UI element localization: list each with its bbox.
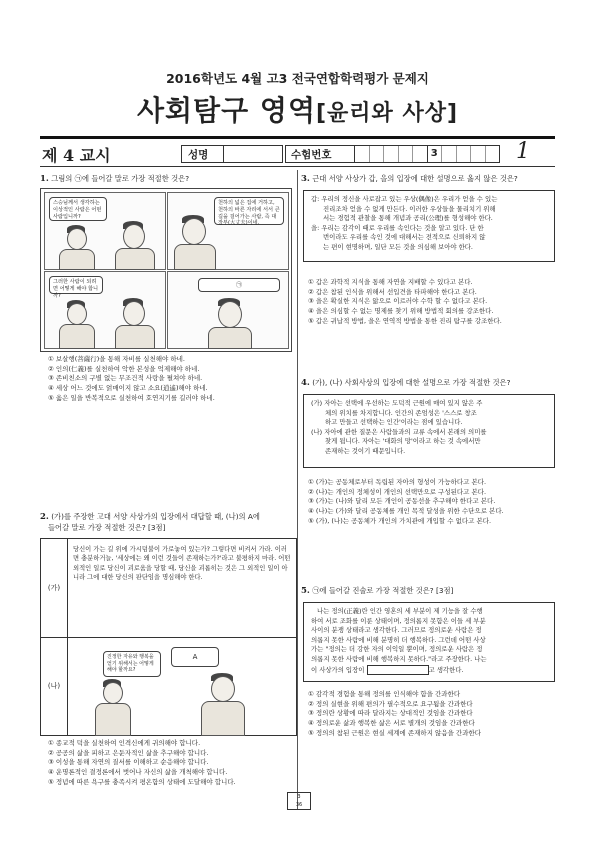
number-cell xyxy=(383,146,398,162)
q1-options xyxy=(48,355,296,404)
number-cell xyxy=(354,146,369,162)
header-sub-rule xyxy=(40,166,555,167)
header-rule xyxy=(40,136,555,139)
comic-panel-4 xyxy=(167,271,289,349)
number-cell xyxy=(369,146,384,162)
q5-prompt-text: ㉠에 들어갈 진술로 가장 적절한 것은? [3점] xyxy=(312,586,454,595)
q2-number: 2. xyxy=(40,512,49,522)
q5-option-3[interactable]: ③ 정의란 상황에 따라 달라지는 상대적인 것임을 간과한다 xyxy=(308,709,473,718)
q4-options xyxy=(308,478,556,527)
number-cell xyxy=(412,146,427,162)
q5-option-4[interactable]: ④ 정의로운 삶과 행복한 삶은 서로 별개의 것임을 간과한다 xyxy=(308,719,475,728)
q3-number: 3. xyxy=(301,174,310,184)
q2-label-na: (나) xyxy=(41,638,68,735)
exam-title: 2016학년도 4월 고3 전국연합학력평가 문제지 xyxy=(166,71,429,86)
q3-prompt-text: 근대 서양 사상가 갑, 을의 입장에 대한 설명으로 옳지 않은 것은? xyxy=(312,174,518,183)
q1-prompt xyxy=(40,174,295,185)
q5-box-line: 사이의 분쟁 상태라고 생각한다. 그러므로 정의로운 사람은 정 xyxy=(311,626,482,635)
q2-option-5[interactable]: ⑤ 정념에 따른 욕구를 충족시켜 평온함의 상태에 도달해야 합니다. xyxy=(48,777,236,786)
q2-options xyxy=(48,739,296,788)
footer-bottom: 36 xyxy=(295,802,303,808)
q2-label-ga: (가) xyxy=(41,539,68,637)
q1-option-4[interactable]: ④ 세상 어느 것에도 얽매이지 않고 소요(逍遙)해야 하네. xyxy=(48,384,208,393)
q3-box-line: 진리조차 얻을 수 없게 만든다. 이러한 우상들을 물리치기 위해 xyxy=(323,204,496,213)
q3-box-line: 을: 우리는 감각이 때로 우리를 속인다는 것을 알고 있다. 단 한 xyxy=(311,223,484,232)
q4-prompt xyxy=(301,378,556,389)
q3-box-line: 서는 경험적 관찰을 통해 개념과 공리(公理)를 형성해야 한다. xyxy=(323,214,493,223)
q5-box-line: 하여 서로 조화를 이룬 상태이며, 정의롭지 못함은 이들 세 부분 xyxy=(311,616,486,625)
subject-paren: [윤리와 사상] xyxy=(316,101,459,126)
q2-bubble-answer-a: A xyxy=(171,647,219,667)
subject-title xyxy=(0,89,595,129)
q5-option-1[interactable]: ① 감각적 경험을 통해 정의를 인식해야 함을 간과한다 xyxy=(308,690,461,698)
q5-option-2[interactable]: ② 정의 실현을 위해 편의가 필수적으로 요구됨을 간과한다 xyxy=(308,699,473,708)
q1-option-3[interactable]: ③ 존비친소의 구별 없는 무조건적 사랑을 펼쳐야 하네. xyxy=(48,374,203,383)
comic-bubble-question: 스승님께서 생각하는 이상적인 사람은 어떤 사람입니까? xyxy=(49,197,107,221)
number-cell xyxy=(398,146,413,162)
comic-panel-3 xyxy=(44,271,166,349)
q4-box-line: 찾게 됩니다. 자아는 '대화의 망'이라고 하는 것 속에서만 xyxy=(325,437,481,446)
q1-option-1[interactable]: ① 보살행(菩薩行)을 통해 자비를 실천해야 하네. xyxy=(48,355,185,363)
q3-option-4[interactable]: ④ 을은 의심할 수 없는 명제를 찾기 위해 방법적 회의를 강조한다. xyxy=(308,307,494,316)
q5-number: 5. xyxy=(301,586,310,596)
footer-top: 3 xyxy=(297,794,301,800)
q5-passage-box xyxy=(303,602,555,682)
q5-box-line: 의롭지 못한 사람에 비해 분명히 더 행복하다. 그런데 어떤 사상 xyxy=(311,635,486,644)
q3-option-5[interactable]: ⑤ 갑은 귀납적 방법, 을은 연역적 방법을 통한 진리 탐구를 강조한다. xyxy=(308,316,502,325)
q3-box-line: 갑: 우리의 정신을 사로잡고 있는 우상(偶像)은 우리가 얻을 수 있는 xyxy=(311,195,498,203)
q4-option-1[interactable]: ① (가)는 공동체로부터 독립된 자아의 형성이 가능하다고 본다. xyxy=(308,478,487,486)
column-separator xyxy=(297,170,298,810)
q3-options xyxy=(308,278,556,327)
page-footer xyxy=(287,792,311,810)
q4-box-line: 하고 만들고 선택하는 인간'이라는 점에 있습니다. xyxy=(325,418,463,427)
q1-option-2[interactable]: ② 인의(仁義)를 실천하여 악한 본성을 억제해야 하네. xyxy=(48,364,200,373)
q3-passage-box xyxy=(303,190,555,262)
q2-prompt-line-2: 들어갈 말로 가장 적절한 것은? [3점] xyxy=(48,522,166,532)
q2-prompt xyxy=(40,512,295,533)
exam-number-field[interactable] xyxy=(285,145,500,163)
q4-option-5[interactable]: ⑤ (가), (나)는 공동체가 개인의 가치관에 개입할 수 없다고 본다. xyxy=(308,516,492,525)
q4-box-line: (가) 자아는 선택에 우선하는 도덕적 근원에 매여 있지 않은 주 xyxy=(311,399,483,407)
q2-option-1[interactable]: ① 종교적 덕을 실천하여 인격신에게 귀의해야 합니다. xyxy=(48,739,201,747)
q3-box-line: 번이라도 우리를 속인 것에 대해서는 전적으로 신뢰하지 않 xyxy=(323,233,486,242)
q4-passage-box xyxy=(303,394,555,468)
q1-comic xyxy=(40,188,292,352)
q2-option-4[interactable]: ④ 운명론적인 결정론에서 벗어나 자신의 삶을 개척해야 합니다. xyxy=(48,768,228,777)
q2-passage-table xyxy=(40,538,297,736)
q2-prompt-line-1: (가)를 주장한 고대 서양 사상가의 입장에서 대답할 때, (나)의 A에 xyxy=(51,512,260,521)
q4-box-line: 존재하는 것이기 때문입니다. xyxy=(325,446,406,455)
q3-option-1[interactable]: ① 갑은 과학적 지식을 통해 자연을 지배할 수 있다고 본다. xyxy=(308,278,473,286)
q4-number: 4. xyxy=(301,378,310,388)
q3-option-2[interactable]: ② 갑은 참된 인식을 위해서 선입견을 타파해야 한다고 본다. xyxy=(308,287,477,296)
q1-option-5[interactable]: ⑤ 옳은 일을 반복적으로 실천하여 호연지기를 길러야 하네. xyxy=(48,393,215,402)
q4-option-2[interactable]: ② (나)는 개인의 정체성이 개인의 선택만으로 구성된다고 본다. xyxy=(308,487,487,496)
q5-option-5[interactable]: ⑤ 정의의 참된 근원은 현실 세계에 존재하지 않음을 간과한다 xyxy=(308,728,482,737)
comic-panel-2 xyxy=(167,192,289,270)
q3-option-3[interactable]: ③ 을은 확실한 지식은 앎으로 이르러야 수학 할 수 없다고 본다. xyxy=(308,297,488,306)
q5-blank-box xyxy=(367,665,429,675)
q5-box-line: 의롭지 못한 사람에 비해 행복하지 못하다."라고 주장한다. 나는 xyxy=(311,654,487,663)
number-cell xyxy=(441,146,456,162)
comic-bubble-blank: ㉠ xyxy=(198,278,280,292)
exam-number-label: 수험번호 xyxy=(291,149,332,161)
q2-option-3[interactable]: ③ 이성을 통해 자연의 질서를 이해하고 순응해야 합니다. xyxy=(48,758,209,767)
q4-box-line: (나) 자아에 관한 질문은 사람들과의 교류 속에서 본래의 의미를 xyxy=(311,427,487,436)
comic-panel-1 xyxy=(44,192,166,270)
q2-option-2[interactable]: ② 공공의 삶을 피하고 은둔자적인 삶을 추구해야 합니다. xyxy=(48,748,209,757)
comic-bubble-answer: 천하의 넓은 집에 거하고, 천하의 바른 자리에 서서 큰 길을 걸어가는 사람, 즉 대장부(大丈夫)이네. xyxy=(214,197,284,225)
q3-prompt xyxy=(301,174,556,185)
name-divider xyxy=(223,146,224,162)
q5-box-line: 나는 정의(正義)란 인간 영혼의 세 부분이 제 기능을 잘 수행 xyxy=(317,607,483,615)
q4-option-4[interactable]: ④ (나)는 (가)와 달리 공동체를 개인 목적 달성을 위한 수단으로 본다. xyxy=(308,507,504,516)
q2-bubble-question: 진정한 자유와 행복을 얻기 위해서는 어떻게 해야 할까요? xyxy=(103,651,161,677)
comic-bubble-followup: 그러한 사람이 되려면 어떻게 해야 합니까? xyxy=(49,276,103,294)
number-cell xyxy=(456,146,471,162)
page-number: 1 xyxy=(516,139,530,164)
number-cell xyxy=(485,146,500,162)
q5-box-line: 가는 "정의는 더 강한 자의 이익일 뿐이며, 정의로운 사람은 정 xyxy=(311,645,483,654)
q2-row-divider xyxy=(41,637,296,638)
name-label: 성명 xyxy=(188,149,209,161)
number-cell xyxy=(470,146,485,162)
q4-option-3[interactable]: ③ (가)는 (나)와 달리 모든 개인이 공동선을 추구해야 한다고 본다. xyxy=(308,497,496,506)
subject-name: 사회탐구 영역 xyxy=(136,94,316,127)
exam-number-cells xyxy=(354,146,499,162)
period-label: 제 4 교시 xyxy=(42,146,111,165)
q5-prompt xyxy=(301,586,556,597)
q2-text-ga: 당신이 가는 길 위에 가시덤불이 가로놓여 있는가? 그렇다면 비켜서 가라. 이러면 충분하거늘, '세상에는 왜 이런 것들이 존재하는가?'라고 불평하지 마라. 어떤 외적인 일로 당신이 괴로움을 당할 때, 당신을 괴롭히는 것은 그 외적인 일이 아니라 그에 대한 당신의 판단임을 명심해야 한다. xyxy=(73,546,291,582)
q1-number: 1. xyxy=(40,174,49,184)
q5-box-tail: 고 생각한다. xyxy=(428,665,464,674)
q5-box-line: 이 사상가의 입장이 xyxy=(311,665,365,674)
q4-prompt-text: (가), (나) 사회사상의 입장에 대한 설명으로 가장 적절한 것은? xyxy=(312,378,511,387)
name-field[interactable] xyxy=(181,145,283,163)
q3-box-line: 는 편이 현명하며, 일단 모든 것을 의심해 보아야 한다. xyxy=(323,242,473,251)
q1-prompt-text: 그림의 ㉠에 들어갈 말로 가장 적절한 것은? xyxy=(51,174,190,183)
q4-box-line: 체의 위치를 차지합니다. 인간의 존엄성은 '스스로 창조 xyxy=(325,408,477,417)
number-cell-digit: 3 xyxy=(427,146,442,162)
q5-options xyxy=(308,690,556,739)
